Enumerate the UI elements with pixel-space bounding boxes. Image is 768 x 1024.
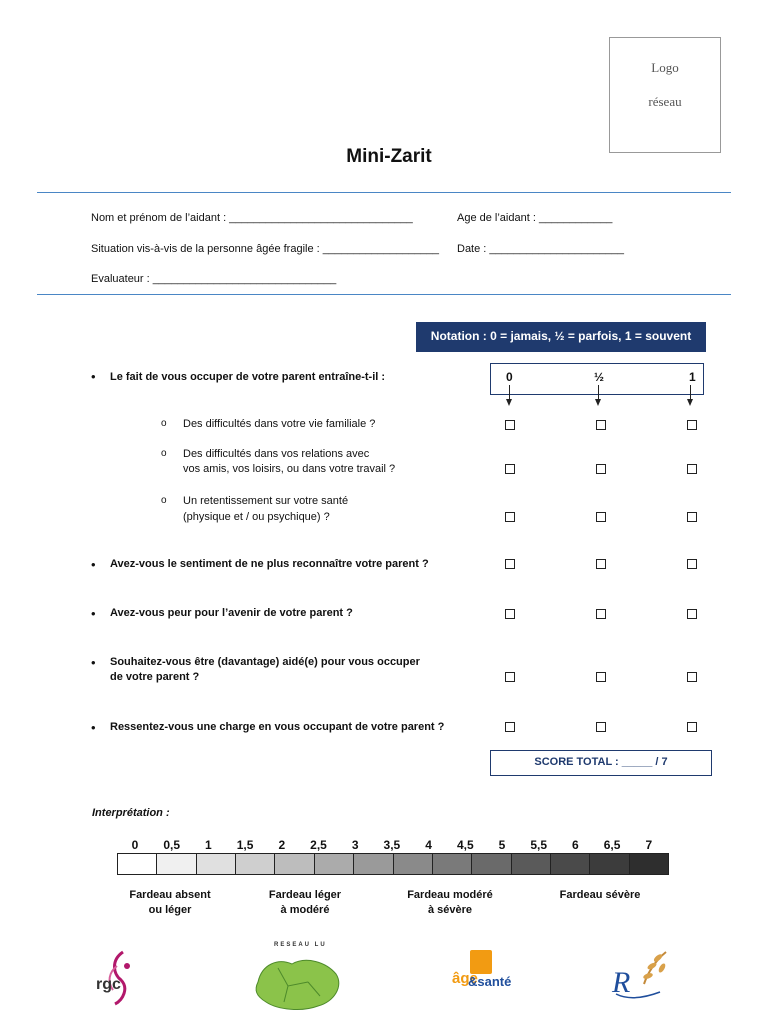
- question-4-line1: Souhaitez-vous être (davantage) aidé(e) pour vous occuper: [110, 656, 420, 668]
- arrow-half-icon: [595, 399, 601, 406]
- score-total-box[interactable]: SCORE TOTAL : _____ / 7: [490, 750, 712, 776]
- category-1-line2: ou léger: [148, 904, 192, 916]
- scale-segment: [118, 854, 157, 874]
- checkbox-q5-half[interactable]: [596, 722, 606, 732]
- scale-segment: [472, 854, 511, 874]
- checkbox-q3-half[interactable]: [596, 609, 606, 619]
- checkbox-q1c-one[interactable]: [687, 512, 697, 522]
- bullet-icon: •: [91, 369, 96, 384]
- question-2: Avez-vous le sentiment de ne plus reconnaître votre parent ?: [110, 558, 429, 570]
- checkbox-q1a-half[interactable]: [596, 420, 606, 430]
- rgc-logo-text: rgc: [96, 976, 121, 993]
- scale-segment: [197, 854, 236, 874]
- arrow-half-line: [598, 385, 599, 399]
- scale-tick: 5,5: [530, 838, 548, 852]
- date-field[interactable]: Date : ______________________: [457, 243, 624, 255]
- scale-segment: [590, 854, 629, 874]
- logo-placeholder-line1: Logo: [651, 60, 679, 75]
- scale-tick: 1,5: [236, 838, 254, 852]
- checkbox-q5-one[interactable]: [687, 722, 697, 732]
- question-1c-line1: Un retentissement sur votre santé: [183, 495, 349, 507]
- scale-tick: 2,5: [310, 838, 327, 852]
- divider-top: [37, 192, 731, 193]
- question-1b-line1: Des difficultés dans vos relations avec: [183, 448, 370, 460]
- scale-tick: 4,5: [456, 838, 474, 852]
- circle-bullet-icon: o: [161, 448, 167, 459]
- question-3: Avez-vous peur pour l’avenir de votre parent ?: [110, 607, 353, 619]
- question-1c-line2: (physique et / ou psychique) ?: [183, 511, 330, 523]
- burden-scale-bar: [117, 853, 669, 875]
- circle-bullet-icon: o: [161, 495, 167, 506]
- page-title: Mini-Zarit: [346, 146, 432, 167]
- checkbox-q2-one[interactable]: [687, 559, 697, 569]
- scale-segment: [551, 854, 590, 874]
- category-3: [395, 888, 505, 918]
- checkbox-q5-zero[interactable]: [505, 722, 515, 732]
- caregiver-name-field[interactable]: Nom et prénom de l’aidant : ______________________________: [91, 212, 413, 224]
- divider-bottom: [37, 294, 731, 295]
- scale-tick: 3: [351, 838, 359, 852]
- checkbox-q1b-zero[interactable]: [505, 464, 515, 474]
- checkbox-q3-one[interactable]: [687, 609, 697, 619]
- question-1a: Des difficultés dans votre vie familiale ?: [183, 418, 376, 430]
- circle-bullet-icon: o: [161, 418, 167, 429]
- scale-tick: 6: [572, 838, 579, 852]
- question-1: Le fait de vous occuper de votre parent entraîne-t-il :: [110, 371, 386, 383]
- bullet-icon: •: [91, 557, 96, 572]
- scale-segment: [630, 854, 668, 874]
- category-1-line1: Fardeau absent: [129, 889, 211, 901]
- category-2: [255, 888, 355, 918]
- checkbox-q3-zero[interactable]: [505, 609, 515, 619]
- scale-segment: [512, 854, 551, 874]
- logo-placeholder: [609, 37, 721, 153]
- question-1b-line2: vos amis, vos loisirs, ou dans votre travail ?: [183, 463, 396, 475]
- scale-tick: 7: [645, 838, 653, 852]
- arrow-one-icon: [687, 399, 693, 406]
- reseau-logo: [248, 942, 348, 1012]
- interpretation-label: Interprétation :: [92, 807, 170, 819]
- checkbox-q1a-one[interactable]: [687, 420, 697, 430]
- scale-tick: 6,5: [603, 838, 621, 852]
- reseau-logo-text: RESEAU LU: [274, 942, 327, 948]
- checkbox-q4-zero[interactable]: [505, 672, 515, 682]
- arrow-one-line: [690, 385, 691, 399]
- scale-tick: 5: [498, 838, 506, 852]
- rgc-logo: [93, 948, 141, 1008]
- scale-tick: 4: [425, 838, 432, 852]
- age-sante-line2: &santé: [468, 974, 512, 989]
- age-sante-logo: [448, 950, 520, 1010]
- scale-segment: [157, 854, 196, 874]
- category-2-line1: Fardeau léger: [268, 889, 342, 901]
- arrow-zero-line: [509, 385, 510, 399]
- scale-zero: 0: [506, 370, 513, 384]
- checkbox-q4-half[interactable]: [596, 672, 606, 682]
- scale-segment: [354, 854, 393, 874]
- scale-one: 1: [689, 370, 696, 384]
- scale-tick: 0: [131, 838, 139, 852]
- scale-tick: 1: [205, 838, 212, 852]
- scale-segment: [394, 854, 433, 874]
- age-sante-line1: âge: [452, 970, 478, 987]
- scale-half: ½: [594, 370, 605, 384]
- category-3-line2: à sévère: [427, 904, 473, 916]
- gerontologique-logo: [608, 944, 672, 1008]
- question-5: Ressentez-vous une charge en vous occupant de votre parent ?: [110, 721, 445, 733]
- checkbox-q1a-zero[interactable]: [505, 420, 515, 430]
- checkbox-q4-one[interactable]: [687, 672, 697, 682]
- scale-tick: 3,5: [383, 838, 401, 852]
- arrow-zero-icon: [506, 399, 512, 406]
- scale-segment: [433, 854, 472, 874]
- checkbox-q1c-zero[interactable]: [505, 512, 515, 522]
- scale-tick: 0,5: [163, 838, 181, 852]
- scale-segment: [315, 854, 354, 874]
- situation-field[interactable]: Situation vis-à-vis de la personne âgée fragile : ___________________: [91, 243, 439, 255]
- category-1: [120, 888, 220, 918]
- checkbox-q2-zero[interactable]: [505, 559, 515, 569]
- checkbox-q1c-half[interactable]: [596, 512, 606, 522]
- bullet-icon: •: [91, 606, 96, 621]
- category-4: [545, 888, 655, 903]
- caregiver-age-field[interactable]: Age de l’aidant : ____________: [457, 212, 613, 224]
- evaluator-field[interactable]: Evaluateur : ______________________________: [91, 273, 337, 285]
- category-2-line2: à modéré: [280, 904, 330, 916]
- question-4-line2: de votre parent ?: [110, 671, 200, 683]
- svg-text:R: R: [612, 966, 631, 999]
- bullet-icon: •: [91, 655, 96, 670]
- checkbox-q1b-half[interactable]: [596, 464, 606, 474]
- checkbox-q1b-one[interactable]: [687, 464, 697, 474]
- bullet-icon: •: [91, 720, 96, 735]
- scale-tick: 2: [278, 838, 286, 852]
- notation-banner: Notation : 0 = jamais, ½ = parfois, 1 = souvent: [416, 322, 706, 352]
- checkbox-q2-half[interactable]: [596, 559, 606, 569]
- category-4-line1: Fardeau sévère: [559, 889, 641, 901]
- category-3-line1: Fardeau modéré: [407, 889, 493, 901]
- scale-segment: [236, 854, 275, 874]
- scale-segment: [275, 854, 314, 874]
- logo-placeholder-line2: réseau: [648, 94, 682, 109]
